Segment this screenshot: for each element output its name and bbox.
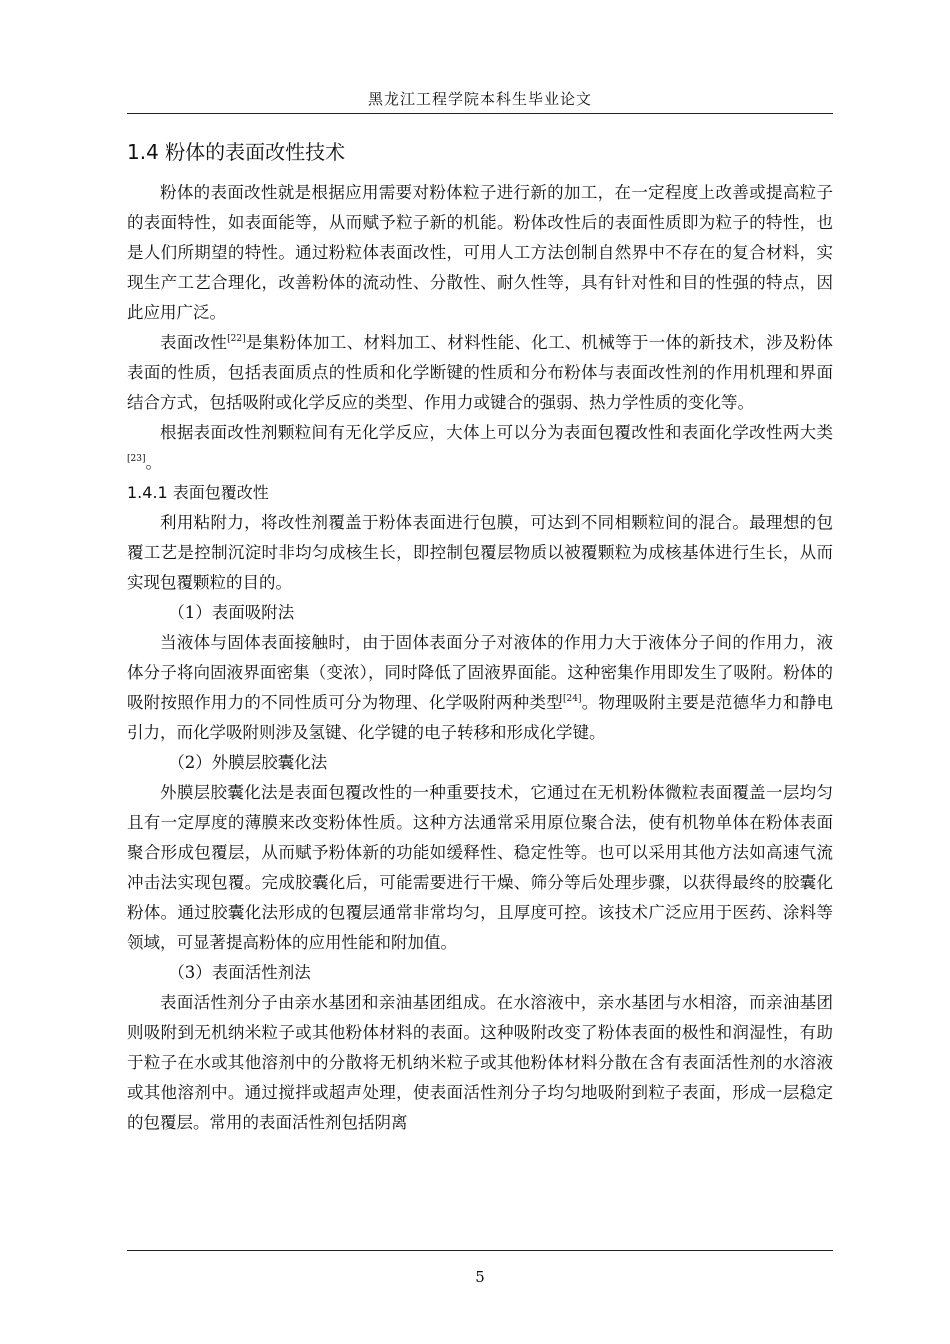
subsection-intro: 利用粘附力，将改性剂覆盖于粉体表面进行包膜，可达到不同相颗粒间的混合。最理想的包覆工艺是控制沉淀时非均匀成核生长，即控制包覆层物质以被覆颗粒为成核基体进行生长，从而实现包覆颗粒的目的。 [127,513,833,592]
section-paragraph-3 [127,418,833,478]
citation: [22] [227,334,246,344]
subsection-title: 1.4.1 表面包覆改性 [127,483,269,502]
paragraph-text: 表面改性 [160,333,228,352]
footer-rule [127,1250,833,1251]
citation: [24] [563,694,582,704]
running-header: 黑龙江工程学院本科生毕业论文 [367,90,592,108]
method-1-paragraph [127,628,833,748]
page-number: 5 [475,1268,485,1286]
citation: [23] [127,454,146,464]
method-3-title: （3）表面活性剂法 [168,963,311,982]
header-rule [127,113,833,114]
page-body [127,132,833,1138]
method-3-paragraph: 表面活性剂分子由亲水基团和亲油基团组成。在水溶液中，亲水基团与水相溶，而亲油基团则吸附到无机纳米粒子或其他粉体材料的表面。这种吸附改变了粉体表面的极性和润湿性，有助于粒子在水或其他溶剂中的分散将无机纳米粒子或其他粉体材料分散在含有表面活性剂的水溶液或其他溶剂中。通过搅拌或超声处理，使表面活性剂分子均匀地吸附到粒子表面，形成一层稳定的包覆层。常用的表面活性剂包括阴离 [127,993,833,1132]
section-title: 1.4 粉体的表面改性技术 [127,140,346,164]
paragraph-text: 。物理吸附主要是范德华力和静电引力，而化学吸附则涉及氢键、化学键的电子转移和形成化学键。 [127,693,834,742]
paragraph-text: 根据表面改性剂颗粒间有无化学反应，大体上可以分为表面包覆改性和表面化学改性两大类 [160,423,833,442]
section-paragraph-1: 粉体的表面改性就是根据应用需要对粉体粒子进行新的加工，在一定程度上改善或提高粒子的表面特性，如表面能等，从而赋予粒子新的机能。粉体改性后的表面性质即为粒子的特性，也是人们所期望的特性。通过粉粒体表面改性，可用人工方法创制自然界中不存在的复合材料，实现生产工艺合理化，改善粉体的流动性、分散性、耐久性等，具有针对性和目的性强的特点，因此应用广泛。 [127,183,833,322]
paragraph-text: 当液体与固体表面接触时，由于固体表面分子对液体的作用力大于液体分子间的作用力，液体分子将向固液界面密集（变浓），同时降低了固液界面能。这种密集作用即发生了吸附。粉体的吸附按照作用力的不同性质可分为物理、化学吸附两种类型 [127,633,833,712]
method-2-paragraph: 外膜层胶囊化法是表面包覆改性的一种重要技术，它通过在无机粉体微粒表面覆盖一层均匀且有一定厚度的薄膜来改变粉体性质。这种方法通常采用原位聚合法，使有机物单体在粉体表面聚合形成包覆层，从而赋予粉体新的功能如缓释性、稳定性等。也可以采用其他方法如高速气流冲击法实现包覆。完成胶囊化后，可能需要进行干燥、筛分等后处理步骤，以获得最终的胶囊化粉体。通过胶囊化法形成的包覆层通常非常均匀，且厚度可控。该技术广泛应用于医药、涂料等领域，可显著提高粉体的应用性能和附加值。 [127,783,833,952]
method-2-title: （2）外膜层胶囊化法 [168,753,328,772]
paragraph-text: 是集粉体加工、材料加工、材料性能、化工、机械等于一体的新技术，涉及粉体表面的性质，包括表面质点的性质和化学断键的性质和分布粉体与表面改性剂的作用机理和界面结合方式，包括吸附或化学反应的类型、作用力或键合的强弱、热力学性质的变化等。 [127,333,834,412]
paragraph-text: 。 [145,453,162,472]
method-1-title: （1）表面吸附法 [168,603,295,622]
section-paragraph-2 [127,328,833,418]
